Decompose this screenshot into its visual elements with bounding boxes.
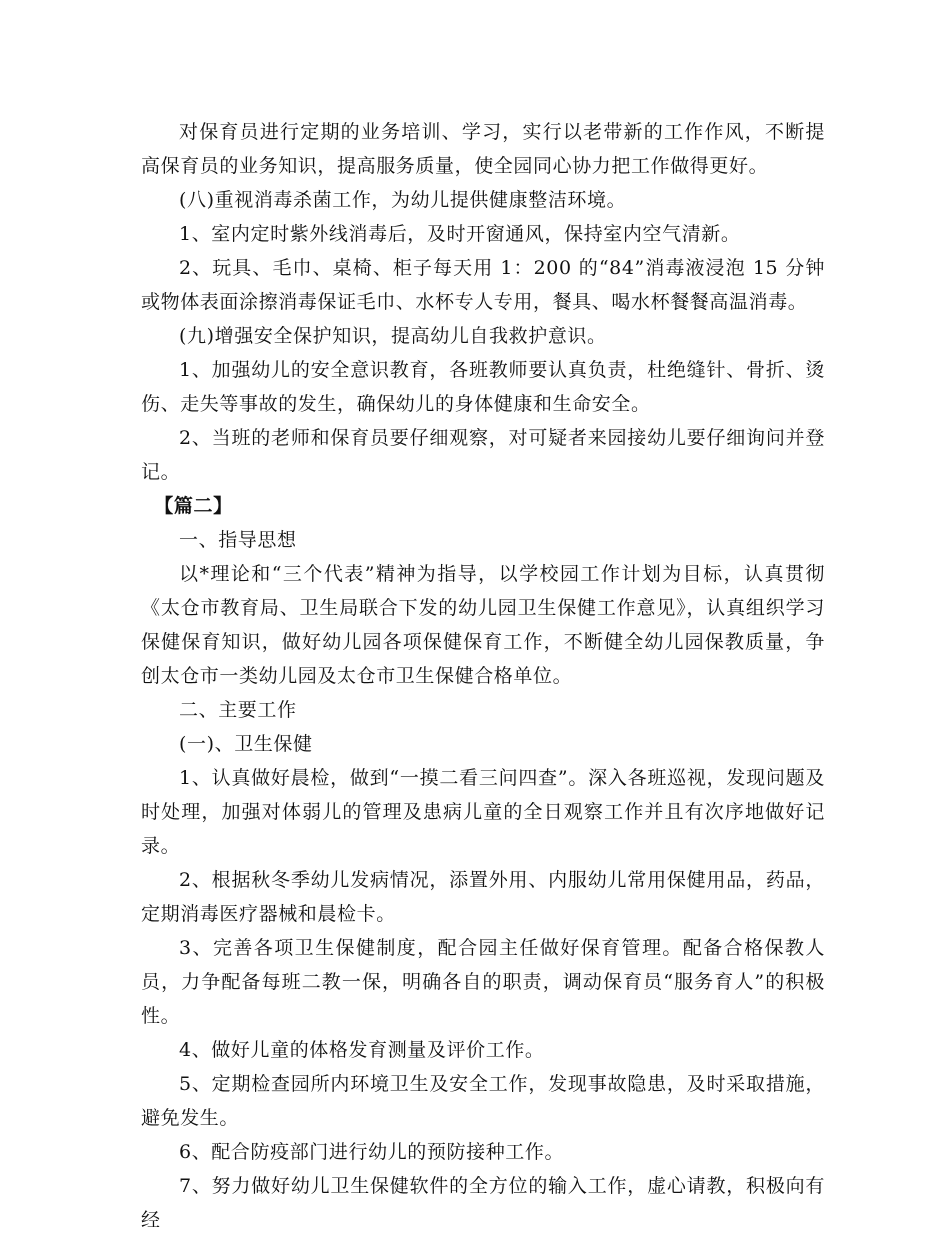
list-item: 6、配合防疫部门进行幼儿的预防接种工作。 xyxy=(179,1141,565,1163)
list-item: 1、认真做好晨检，做到“一摸二看三问四查”。深入各班巡视，发现问题及时处理，加强对体弱儿的管理及患病儿童的全日观察工作并且有次序地做好记录。 xyxy=(141,767,825,857)
list-item: 2、玩具、毛巾、桌椅、柜子每天用 1：200 的“84”消毒液浸泡 15 分钟或物体表面涂擦消毒保证毛巾、水杯专人专用，餐具、喝水杯餐餐高温消毒。 xyxy=(141,257,825,313)
paragraph-guiding-ideology: 以*理论和“三个代表”精神为指导，以学校园工作计划为目标，认真贯彻《太仓市教育局、卫生局联合下发的幼儿园卫生保健工作意见》，认真组织学习保健保育知识，做好幼儿园各项保健保育工作，不断健全幼儿园保教质量，争创太仓市一类幼儿园及太仓市卫生保健合格单位。 xyxy=(141,563,825,687)
list-item: 1、室内定时紫外线消毒后，及时开窗通风，保持室内空气清新。 xyxy=(179,223,741,245)
list-item: 7、努力做好幼儿卫生保健软件的全方位的输入工作，虚心请教，积极向有经 xyxy=(141,1175,825,1231)
list-item: 4、做好儿童的体格发育测量及评价工作。 xyxy=(179,1039,545,1061)
subsection-heading-health-care: (一)、卫生保健 xyxy=(179,733,313,755)
list-item: 5、定期检查园所内环境卫生及安全工作，发现事故隐患，及时采取措施，避免发生。 xyxy=(141,1073,825,1129)
list-item: 2、当班的老师和保育员要仔细观察，对可疑者来园接幼儿要仔细询问并登记。 xyxy=(141,427,825,483)
document-body xyxy=(141,115,825,1237)
list-item: 3、完善各项卫生保健制度，配合园主任做好保育管理。配备合格保教人员，力争配备每班二教一保，明确各自的职责，调动保育员“服务育人”的积极性。 xyxy=(141,937,825,1027)
section-heading-guiding-ideology: 一、指导思想 xyxy=(179,529,297,551)
list-item: 1、加强幼儿的安全意识教育，各班教师要认真负责，杜绝缝针、骨折、烫伤、走失等事故的发生，确保幼儿的身体健康和生命安全。 xyxy=(141,359,825,415)
section-heading-main-work: 二、主要工作 xyxy=(179,699,297,721)
section-heading-disinfection: (八)重视消毒杀菌工作，为幼儿提供健康整洁环境。 xyxy=(179,189,627,211)
part-two-heading: 【篇二】 xyxy=(154,495,233,517)
paragraph-caregiver-training: 对保育员进行定期的业务培训、学习，实行以老带新的工作作风，不断提高保育员的业务知识，提高服务质量，使全园同心协力把工作做得更好。 xyxy=(141,121,825,177)
section-heading-safety: (九)增强安全保护知识，提高幼儿自我救护意识。 xyxy=(179,325,607,347)
list-item: 2、根据秋冬季幼儿发病情况，添置外用、内服幼儿常用保健用品，药品，定期消毒医疗器械和晨检卡。 xyxy=(141,869,825,925)
